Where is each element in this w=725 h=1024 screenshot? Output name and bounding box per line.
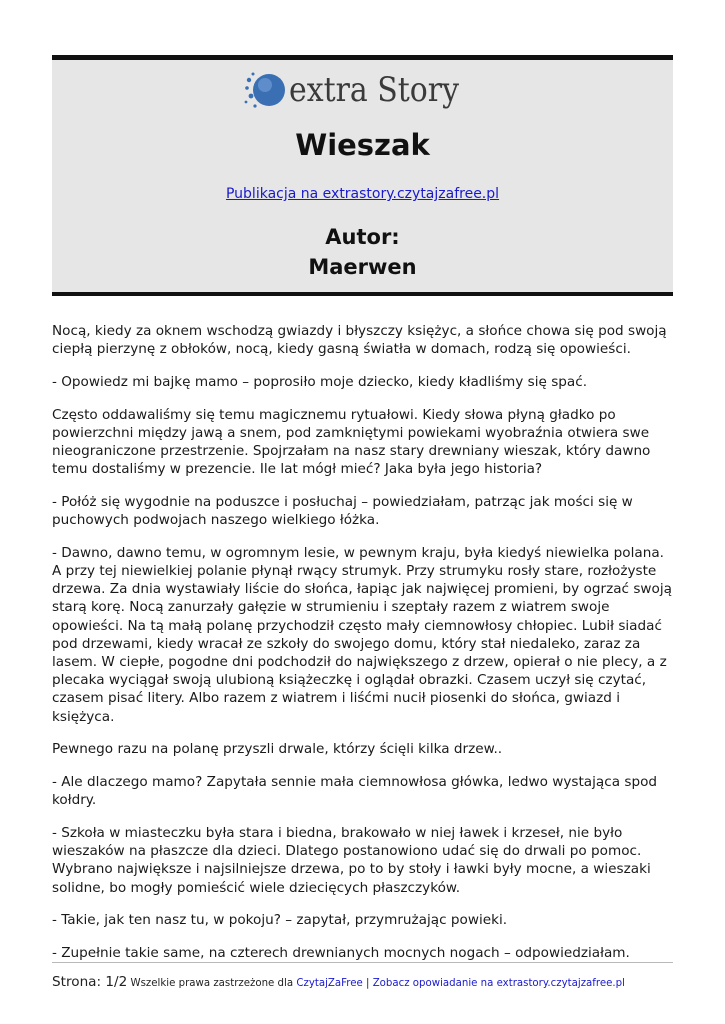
footer-separator: | <box>366 978 370 989</box>
footer-divider <box>52 962 673 963</box>
story-link[interactable]: Zobacz opowiadanie na extrastory.czytajzafree.pl <box>372 978 625 989</box>
paragraph: - Ale dlaczego mamo? Zapytała sennie mała ciemnowłosa główka, ledwo wystająca spod kołdry. <box>52 774 658 809</box>
author-label: Autor: <box>325 225 400 249</box>
paragraph: - Połóż się wygodnie na poduszce i posłuchaj – powiedziałam, patrząc jak mości się w puchowych podwojach naszego wielkiego łóżka. <box>52 493 633 529</box>
story-title: Wieszak <box>295 128 430 162</box>
paragraph: Nocą, kiedy za oknem wschodzą gwiazdy i błyszczy księżyc, a słońce chowa się pod swoją ciepłą pierzynę z obłoków, nocą, kiedy gasną światła w domach, rodzą się opowieści. <box>52 323 667 358</box>
document-header <box>52 55 673 296</box>
page-footer <box>52 974 692 990</box>
globe-logo-icon <box>243 66 291 114</box>
site-link[interactable]: CzytajZaFree <box>296 978 363 989</box>
author-name: Maerwen <box>308 255 417 279</box>
rights-text: Wszelkie prawa zastrzeżone dla <box>130 978 294 989</box>
paragraph: - Opowiedz mi bajkę mamo – poprosiło moje dziecko, kiedy kładliśmy się spać. <box>52 373 588 390</box>
page-number: Strona: 1/2 <box>52 974 128 990</box>
paragraph: - Takie, jak ten nasz tu, w pokoju? – zapytał, przymrużając powieki. <box>52 912 508 929</box>
paragraph: - Dawno, dawno temu, w ogromnym lesie, w pewnym kraju, była kiedyś niewielka polana. A przy tej niewielkiej polanie płynął rwący strumyk. Przy strumyku rosły stare, rozłożyste drzewa. Za dnia wystawiały liście do słońca, łapiąc jak najwięcej promieni, by ogrzać swoją starą korę. Nocą zanurzały gałęzie w strumieniu i szeptały razem z wiatrem swoje opowieści. Na tą małą polanę przychodził często mały ciemnowłosy chłopiec. Lubił siadać pod drzewami, kiedy wracał ze szkoły do swojego domu, który stał niedaleko, zaraz za lasem. W ciepłe, pogodne dni podchodził do największego z drzew, opierał o nie plecy, a z plecaka wyciągał swoją ulubioną książeczkę i oglądał obrazki. Czasem uczył się czytać, czasem pisać litery. Albo razem z wiatrem i liśćmi nucił piosenki do słońca, gwiazd i księżyca. <box>52 544 672 725</box>
paragraph: Pewnego razu na polanę przyszli drwale, którzy ścięli kilka drzew.. <box>52 741 503 758</box>
logo <box>52 66 673 114</box>
paragraph: - Szkoła w miasteczku była stara i biedna, brakowało w niej ławek i krzeseł, nie było wieszaków na płaszcze dla dzieci. Dlatego postanowiono udać się do drwali po pomoc. Wybrano największe i najsilniejsze drzewa, po to by stoły i ławki były mocne, a wieszaki solidne, bo mogły pomieścić wiele dziecięcych płaszczyków. <box>52 824 651 896</box>
publication-link[interactable]: Publikacja na extrastory.czytajzafree.pl <box>225 186 500 202</box>
logo-text: extra Story <box>288 70 459 110</box>
paragraph: - Zupełnie takie same, na czterech drewnianych mocnych nogach – odpowiedziałam. <box>52 944 630 961</box>
paragraph: Często oddawaliśmy się temu magicznemu rytuałowi. Kiedy słowa płyną gładko po powierzchni między jawą a snem, pod zamkniętymi powiekami wyobraźnia otwiera swe nieograniczone przestrzenie. Spojrzałam na nasz stary drewniany wieszak, który dawno temu dostaliśmy w prezencie. Ile lat mógł mieć? Jaka była jego historia? <box>52 406 651 478</box>
story-body <box>52 322 676 977</box>
